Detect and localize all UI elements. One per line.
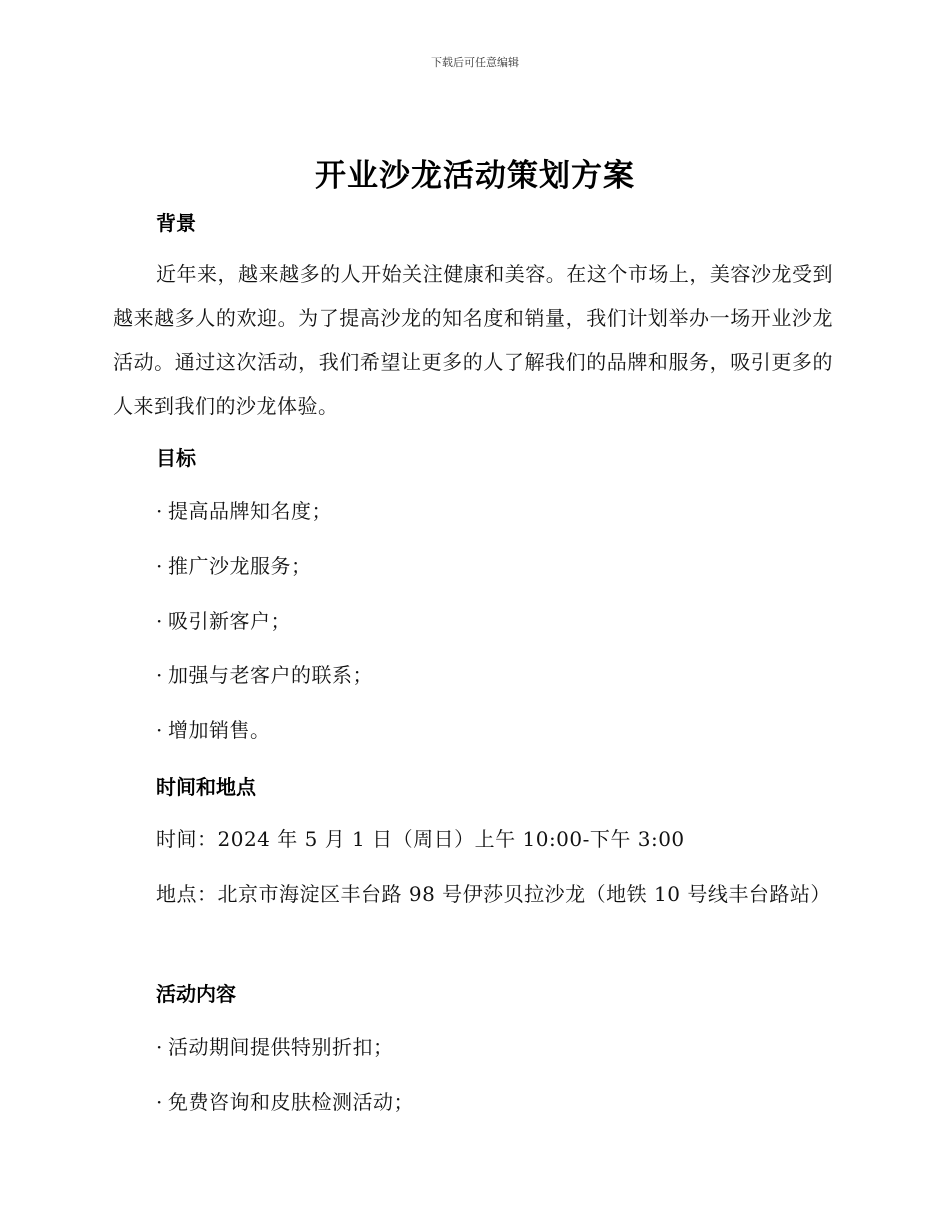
goal-item-text: 加强与老客户的联系； <box>168 663 373 687</box>
goal-item-text: 吸引新客户； <box>168 609 291 633</box>
goal-item <box>156 497 332 525</box>
bullet-mark: · <box>156 554 163 578</box>
goal-item-text: 增加销售。 <box>168 718 271 742</box>
goal-item <box>156 716 271 744</box>
heading-background: 背景 <box>156 211 196 235</box>
bullet-mark: · <box>156 609 163 633</box>
place-line: 地点：北京市海淀区丰台路 98 号伊莎贝拉沙龙（地铁 10 号线丰台路站） <box>156 882 831 906</box>
heading-activities: 活动内容 <box>156 982 236 1006</box>
activity-item <box>156 1033 394 1061</box>
bullet-mark: · <box>156 1090 163 1114</box>
goal-item-text: 提高品牌知名度； <box>168 499 332 523</box>
document-title: 开业沙龙活动策划方案 <box>315 158 635 194</box>
activity-item-text: 免费咨询和皮肤检测活动； <box>168 1090 414 1114</box>
heading-time-place: 时间和地点 <box>156 775 256 799</box>
bullet-mark: · <box>156 718 163 742</box>
bullet-mark: · <box>156 499 163 523</box>
goal-item <box>156 607 291 635</box>
bullet-mark: · <box>156 1035 163 1059</box>
goal-item-text: 推广沙龙服务； <box>168 554 312 578</box>
goal-item <box>156 661 373 689</box>
bullet-mark: · <box>156 663 163 687</box>
heading-goals: 目标 <box>156 446 196 470</box>
activity-item <box>156 1088 414 1116</box>
background-paragraph: 近年来，越来越多的人开始关注健康和美容。在这个市场上，美容沙龙受到越来越多人的欢迎。为了提高沙龙的知名度和销量，我们计划举办一场开业沙龙活动。通过这次活动，我们希望让更多的人了解我们的品牌和服务，吸引更多的人来到我们的沙龙体验。 <box>113 262 833 418</box>
activity-item-text: 活动期间提供特别折扣； <box>168 1035 394 1059</box>
page-header-note: 下载后可任意编辑 <box>431 56 519 69</box>
goal-item <box>156 552 312 580</box>
time-line: 时间：2024 年 5 月 1 日（周日）上午 10:00-下午 3:00 <box>156 827 685 851</box>
